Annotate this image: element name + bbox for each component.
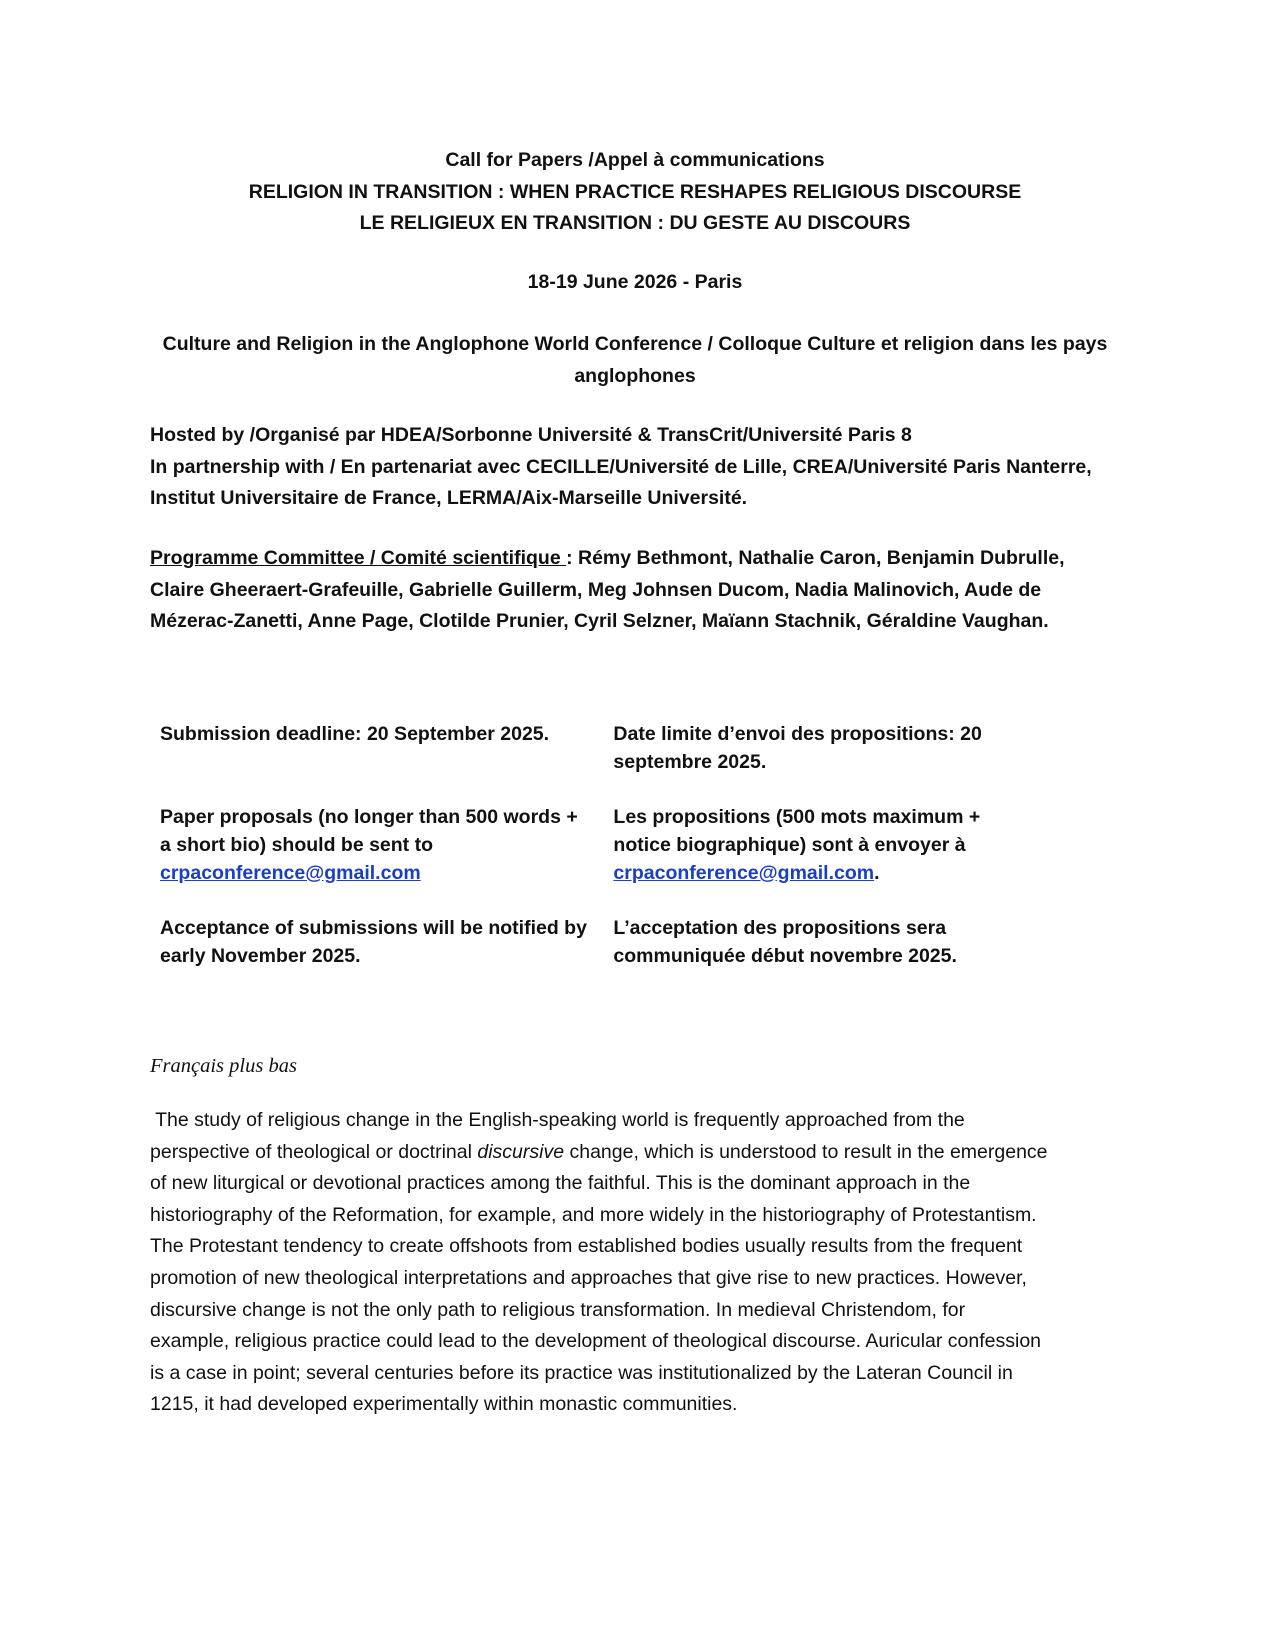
french-title: LE RELIGIEUX EN TRANSITION : DU GESTE AU DISCOURS: [359, 212, 911, 234]
email-link-fr[interactable]: crpaconference@gmail.com: [613, 862, 875, 884]
proposals-en: [152, 803, 613, 887]
call-for-papers-heading: Call for Papers /Appel à communications: [445, 149, 825, 171]
table-row: [152, 720, 1012, 776]
conference-line-1: Culture and Religion in the Anglophone World Conference / Colloque Culture et religion dans les pays: [162, 333, 1108, 355]
submission-table: [152, 720, 1012, 997]
date-place: 18-19 June 2026 - Paris: [527, 271, 743, 293]
acceptance-fr-text-2: communiquée début novembre 2025.: [613, 945, 957, 967]
hosts-block: [150, 420, 1130, 515]
committee-line-1: [150, 543, 1130, 575]
body-line-part: perspective of theological or doctrinal: [150, 1140, 478, 1163]
table-row: [152, 914, 1012, 970]
english-title: RELIGION IN TRANSITION : WHEN PRACTICE RESHAPES RELIGIOUS DISCOURSE: [248, 180, 1022, 203]
committee-line-2: Claire Gheeraert-Grafeuille, Gabrielle Guillerm, Meg Johnsen Ducom, Nadia Malinovich, Aude de: [150, 578, 1042, 601]
committee-block: [150, 543, 1130, 638]
body-line: is a case in point; several centuries before its practice was institutionalized by the Lateran Council in: [150, 1361, 1013, 1384]
hosts-line-2: In partnership with / En partenariat avec CECILLE/Université de Lille, CREA/Université Paris Nanterre,: [150, 455, 1092, 478]
acceptance-fr-text-1: L’acceptation des propositions sera: [613, 917, 947, 939]
hosts-line-3: Institut Universitaire de France, LERMA/Aix-Marseille Université.: [150, 487, 748, 509]
title-block: [145, 145, 1125, 240]
italic-word: discursive: [477, 1140, 565, 1163]
deadline-fr-text-2: septembre 2025.: [613, 751, 767, 773]
francais-note: Français plus bas: [150, 1055, 297, 1077]
body-line: [150, 1137, 1130, 1169]
body-line: discursive change is not the only path to religious transformation. In medieval Christendom, for: [150, 1298, 966, 1321]
body-line: The study of religious change in the English-speaking world is frequently approached from the: [150, 1109, 965, 1131]
body-line: example, religious practice could lead to the development of theological discourse. Auricular confession: [150, 1330, 1042, 1353]
body-line: The Protestant tendency to create offshoots from established bodies usually results from the frequent: [150, 1235, 1023, 1258]
proposals-en-text-2: a short bio) should be sent to: [160, 834, 433, 856]
committee-line-3: Mézerac-Zanetti, Anne Page, Clotilde Prunier, Cyril Selzner, Maïann Stachnik, Géraldine Vaughan.: [150, 610, 1049, 632]
body-paragraph: [150, 1105, 1130, 1421]
email-link-en[interactable]: crpaconference@gmail.com: [160, 862, 421, 884]
conference-name: [145, 329, 1125, 392]
acceptance-fr: [613, 914, 1012, 970]
deadline-en-text: Submission deadline: 20 September 2025.: [160, 723, 550, 745]
proposals-fr: [613, 803, 1012, 887]
table-row: [152, 803, 1012, 887]
committee-names-1: : Rémy Bethmont, Nathalie Caron, Benjamin Dubrulle,: [566, 547, 1065, 569]
email-fr-period: .: [874, 862, 880, 884]
deadline-fr-text-1: Date limite d’envoi des propositions: 20: [613, 723, 982, 745]
proposals-en-text-1: Paper proposals (no longer than 500 words +: [160, 806, 578, 828]
proposals-fr-text-2: notice biographique) sont à envoyer à: [613, 834, 966, 856]
acceptance-en-text-2: early November 2025.: [160, 945, 361, 967]
deadline-fr: [613, 720, 1012, 776]
acceptance-en-text-1: Acceptance of submissions will be notified by: [160, 917, 587, 939]
body-line-part: change, which is understood to result in the emergence: [564, 1140, 1048, 1163]
committee-label: Programme Committee / Comité scientifique: [150, 547, 567, 569]
body-line: historiography of the Reformation, for example, and more widely in the historiography of Protestantism.: [150, 1203, 1037, 1226]
acceptance-en: [152, 914, 613, 970]
hosts-line-1: Hosted by /Organisé par HDEA/Sorbonne Université & TransCrit/Université Paris 8: [150, 424, 912, 446]
body-line: promotion of new theological interpretations and approaches that give rise to new practices. However,: [150, 1266, 1027, 1289]
body-line: of new liturgical or devotional practices among the faithful. This is the dominant approach in the: [150, 1172, 971, 1195]
proposals-fr-text-1: Les propositions (500 mots maximum +: [613, 806, 981, 828]
conference-line-2: anglophones: [574, 364, 696, 387]
body-line: 1215, it had developed experimentally within monastic communities.: [150, 1393, 738, 1416]
deadline-en: [152, 720, 613, 776]
